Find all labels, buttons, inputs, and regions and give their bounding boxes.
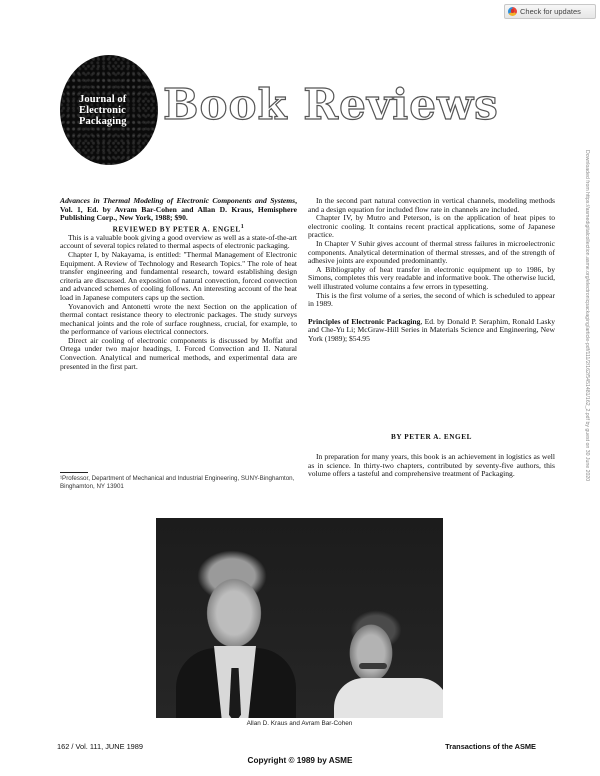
photo-figure-right-shirt bbox=[334, 678, 443, 718]
section-title: Book Reviews bbox=[163, 80, 499, 129]
right-column bbox=[308, 197, 555, 344]
review1-paragraph: This is the first volume of a series, the second of which is scheduled to appear in 1989. bbox=[308, 290, 555, 309]
review2-book-title: Principles of Electronic Packaging bbox=[308, 316, 421, 326]
review1-book-heading bbox=[60, 197, 297, 223]
review1-paragraph: A Bibliography of heat transfer in electronic equipment up to 1986, by Simons, completes this very readable and informative book. The otherwise lucid, well illustrated volume contains a few errors in typesetting. bbox=[308, 264, 555, 291]
review2-paragraph: In preparation for many years, this book is an achievement in logistics as well as in science. In thirty-two chapters, contributed by seventy-five authors, this volume offers a tasteful and comprehensive treatment of Packaging. bbox=[308, 452, 555, 479]
journal-name: Transactions of the ASME bbox=[445, 742, 536, 751]
review1-paragraph: Chapter IV, by Mutro and Peterson, is on the application of heat pipes to electronic cooling. It contains recent practical applications, some of Japanese practice. bbox=[308, 213, 555, 240]
journal-logo bbox=[60, 55, 158, 165]
left-column bbox=[60, 197, 297, 371]
review1-paragraph: Chapter I, by Nakayama, is entitled: "Thermal Management of Electronic Equipment. A Review of Technology and Research Topics." The role of heat transfer engineering and fundamental research, toward establishing design criteria are discussed. An exposition of natural convection, forced convection and advanced schemes of cooling follows. An interesting account of the heat load in Japanese computers caps up the section. bbox=[60, 249, 297, 302]
review1-paragraph: Direct air cooling of electronic components is discussed by Moffat and Ortega under two major headings, I. Forced Convection and II. Natural Convection. Analytical and numerical methods, and experimental data are presented in the first part. bbox=[60, 335, 297, 371]
logo-line: Journal of bbox=[79, 93, 127, 105]
check-for-updates-label: Check for updates bbox=[520, 7, 581, 16]
photo-figure-right-mustache bbox=[359, 663, 387, 669]
download-watermark: Downloaded from https://asmedigitalcollection.asme.org/electronicpackaging/article-pdf/111/2/162/5451481/162_2.pdf by guest on 30 June 2020 bbox=[584, 150, 590, 482]
review2-book-details: , Ed. by Donald P. Seraphim, Ronald Lasky and Che-Yu Li; McGraw-Hill Series in Materials Science and Engineering, New York (1989); $54.95 bbox=[308, 316, 556, 343]
review1-book-title: Advances in Thermal Modeling of Electronic Components and Systems bbox=[60, 196, 296, 205]
logo-line: Packaging bbox=[79, 115, 127, 127]
review1-book-details: , Vol. 1, Ed. by Avram Bar-Cohen and Allan D. Kraus, Hemisphere Publishing Corp., New York, 1988; $90. bbox=[60, 196, 297, 223]
footnote-divider bbox=[60, 472, 88, 473]
review1-paragraph: This is a valuable book giving a good overview as well as a state-of-the-art account of several topics related to thermal aspects of electronic packaging. bbox=[60, 232, 297, 251]
review1-paragraph: In the second part natural convection in vertical channels, modeling methods and a design equation for included flow rate in channels are included. bbox=[308, 196, 555, 214]
reviewer-name: REVIEWED BY PETER A. ENGEL bbox=[112, 225, 241, 234]
review2-body bbox=[308, 453, 555, 479]
review1-paragraph: In Chapter V Suhir gives account of thermal stress failures in microelectronic components. Analytical determination of thermal stresses, and of the strength of adhesive joints are expounded predominantly. bbox=[308, 238, 555, 266]
check-for-updates-button[interactable] bbox=[504, 4, 596, 19]
review2-book-heading bbox=[308, 318, 555, 344]
page-folio: 162 / Vol. 111, JUNE 1989 bbox=[57, 742, 144, 751]
review1-paragraph: Yovanovich and Antonetti wrote the next Section on the application of thermal contact resistance theory to electronic packages. The study surveys mechanical joints and the role of surface roughness, crucial, for example, to the performance of various electrical connectors. bbox=[60, 301, 297, 337]
photo-kraus-bar-cohen bbox=[156, 518, 443, 718]
review2-reviewer: BY PETER A. ENGEL bbox=[390, 433, 473, 441]
photo-caption: Allan D. Kraus and Avram Bar-Cohen bbox=[246, 720, 353, 727]
logo-line: Electronic bbox=[79, 104, 126, 116]
copyright-notice: Copyright © 1989 by ASME bbox=[247, 756, 353, 765]
footnote: ¹Professor, Department of Mechanical and Industrial Engineering, SUNY-Binghamton, Binghamton, NY 13901 bbox=[60, 475, 295, 490]
crossmark-icon bbox=[508, 7, 517, 16]
footnote-marker: 1 bbox=[240, 223, 245, 230]
